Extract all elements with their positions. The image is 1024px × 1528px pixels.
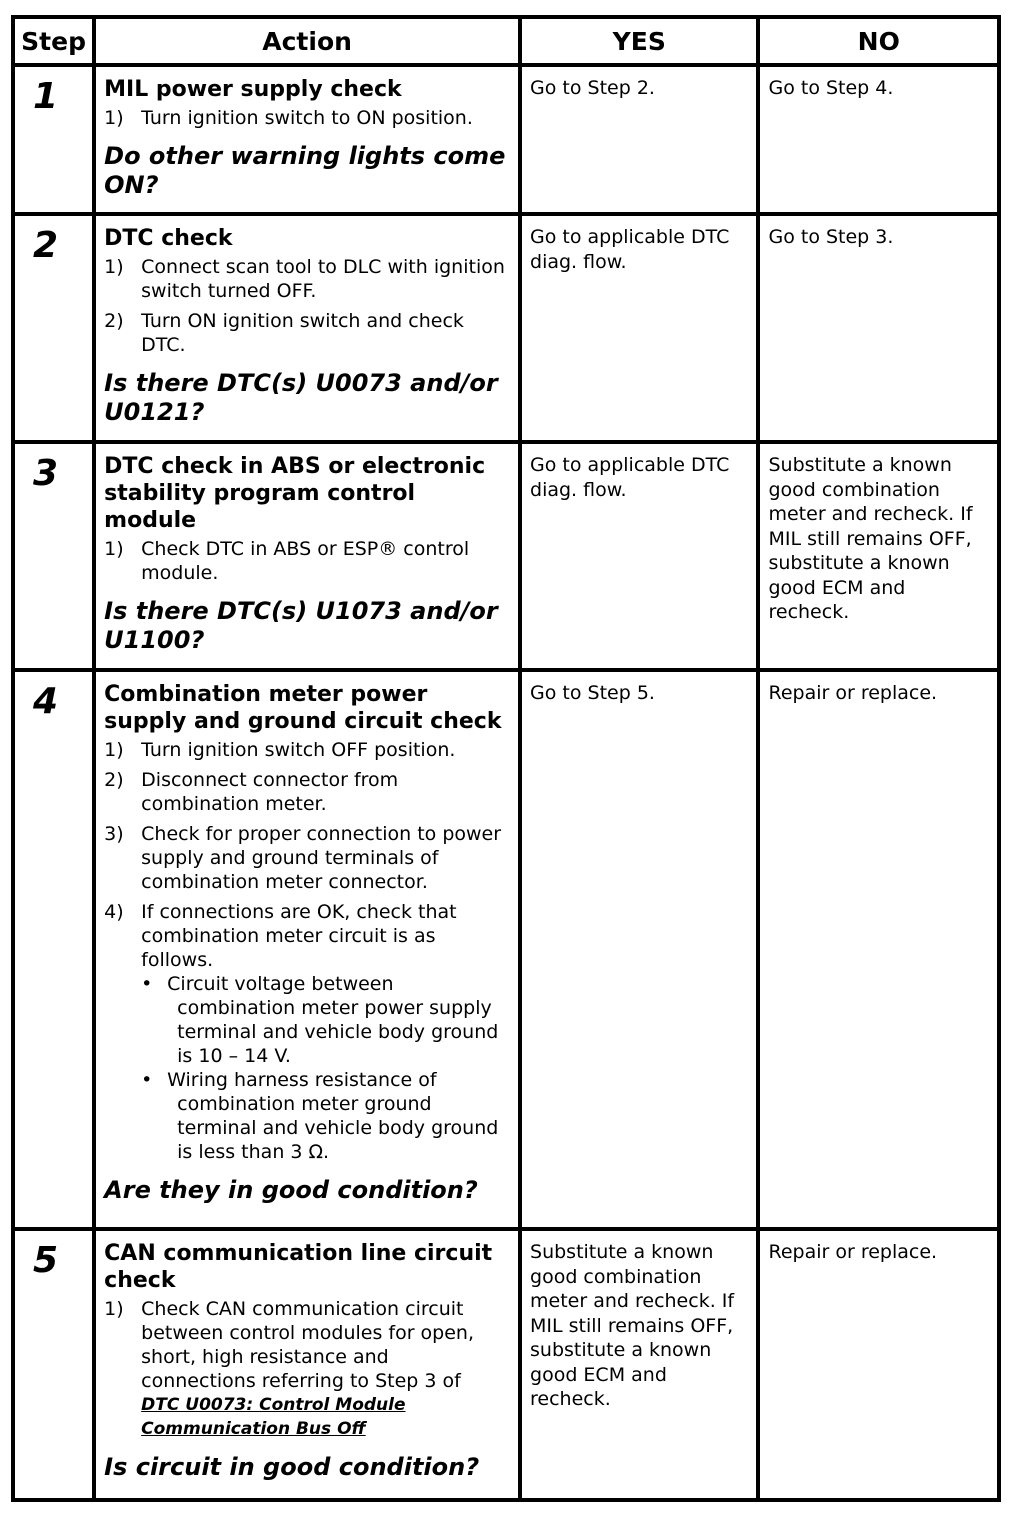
action-step: 1) Connect scan tool to DLC with ignition switch turned OFF. xyxy=(104,256,505,302)
yes-cell: Go to applicable DTC diag. flow. xyxy=(520,214,758,442)
no-cell: Substitute a known good combination meter and recheck. If MIL still remains OFF, substitute a known good ECM and recheck. xyxy=(758,442,999,670)
action-cell xyxy=(94,214,520,442)
step-number: 2 xyxy=(33,225,59,266)
step-number: 4 xyxy=(33,681,59,722)
no-cell: Go to Step 3. xyxy=(758,214,999,442)
header-no: NO xyxy=(758,17,999,65)
action-question: Do other warning lights come ON? xyxy=(104,142,506,199)
action-title: DTC check in ABS or electronic stability program control module xyxy=(104,454,486,533)
yes-cell: Go to applicable DTC diag. flow. xyxy=(520,442,758,670)
action-title: Combination meter power supply and ground circuit check xyxy=(104,682,502,734)
table-row xyxy=(13,442,999,670)
yes-cell: Substitute a known good combination meter and recheck. If MIL still remains OFF, substitute a known good ECM and recheck. xyxy=(520,1229,758,1500)
no-cell: Go to Step 4. xyxy=(758,65,999,214)
step-number: 3 xyxy=(33,453,59,494)
action-cell xyxy=(94,670,520,1229)
action-title: MIL power supply check xyxy=(104,77,402,102)
yes-cell: Go to Step 5. xyxy=(520,670,758,1229)
diagnostic-flow-table xyxy=(11,15,1001,1502)
action-title: DTC check xyxy=(104,226,233,251)
table-row xyxy=(13,670,999,1229)
action-step: 1) Turn ignition switch OFF position. xyxy=(104,739,456,761)
action-steps xyxy=(104,1297,506,1441)
action-step: 3) Check for proper connection to power supply and ground terminals of combination meter connector. xyxy=(104,823,502,893)
header-yes: YES xyxy=(520,17,758,65)
step-cell xyxy=(13,65,94,214)
action-question: Is there DTC(s) U1073 and/or U1100? xyxy=(104,597,498,654)
step-number: 1 xyxy=(33,76,59,117)
action-steps xyxy=(104,255,506,357)
action-step: 1) Check DTC in ABS or ESP® control module. xyxy=(104,538,470,584)
action-question: Is circuit in good condition? xyxy=(104,1453,480,1481)
step-cell xyxy=(13,214,94,442)
condition-bullets xyxy=(141,972,506,1164)
table-row xyxy=(13,65,999,214)
action-question: Is there DTC(s) U0073 and/or U0121? xyxy=(104,369,498,426)
step-number: 5 xyxy=(33,1240,59,1281)
bullet-item: • Wiring harness resistance of combination meter ground terminal and vehicle body ground is less than 3 Ω. xyxy=(141,1069,499,1163)
step-cell xyxy=(13,1229,94,1500)
action-step: 2) Turn ON ignition switch and check DTC. xyxy=(104,310,464,356)
step-cell xyxy=(13,442,94,670)
action-step: 1) Turn ignition switch to ON position. xyxy=(104,107,473,129)
header-step: Step xyxy=(13,17,94,65)
table-row xyxy=(13,1229,999,1500)
action-cell xyxy=(94,65,520,214)
action-step: 4) If connections are OK, check that combination meter circuit is as follows. • Circuit voltage between combination meter power supply terminal and vehicle body ground is 10 – 14 V. • Wiring harness resistance of combination meter ground terminal and vehicle body ground is less than 3 Ω. xyxy=(104,900,506,1164)
action-step: 1) Check CAN communication circuit between control modules for open, short, high resistance and connections referring to Step 3 of DTC U0073: Control Module Communication Bus Off xyxy=(104,1297,506,1441)
action-steps xyxy=(104,537,506,585)
action-question: Are they in good condition? xyxy=(104,1176,478,1204)
header-row xyxy=(13,17,999,65)
action-cell xyxy=(94,442,520,670)
step-cell xyxy=(13,670,94,1229)
bullet-item: • Circuit voltage between combination meter power supply terminal and vehicle body ground is 10 – 14 V. xyxy=(141,973,499,1067)
table-row xyxy=(13,214,999,442)
action-cell xyxy=(94,1229,520,1500)
header-action: Action xyxy=(94,17,520,65)
dtc-reference-link[interactable]: DTC U0073: Control Module Communication Bus Off xyxy=(141,1395,406,1439)
no-cell: Repair or replace. xyxy=(758,1229,999,1500)
action-step: 2) Disconnect connector from combination meter. xyxy=(104,769,399,815)
no-cell: Repair or replace. xyxy=(758,670,999,1229)
yes-cell: Go to Step 2. xyxy=(520,65,758,214)
action-title: CAN communication line circuit check xyxy=(104,1241,493,1293)
action-steps xyxy=(104,738,506,1164)
action-steps xyxy=(104,106,506,130)
